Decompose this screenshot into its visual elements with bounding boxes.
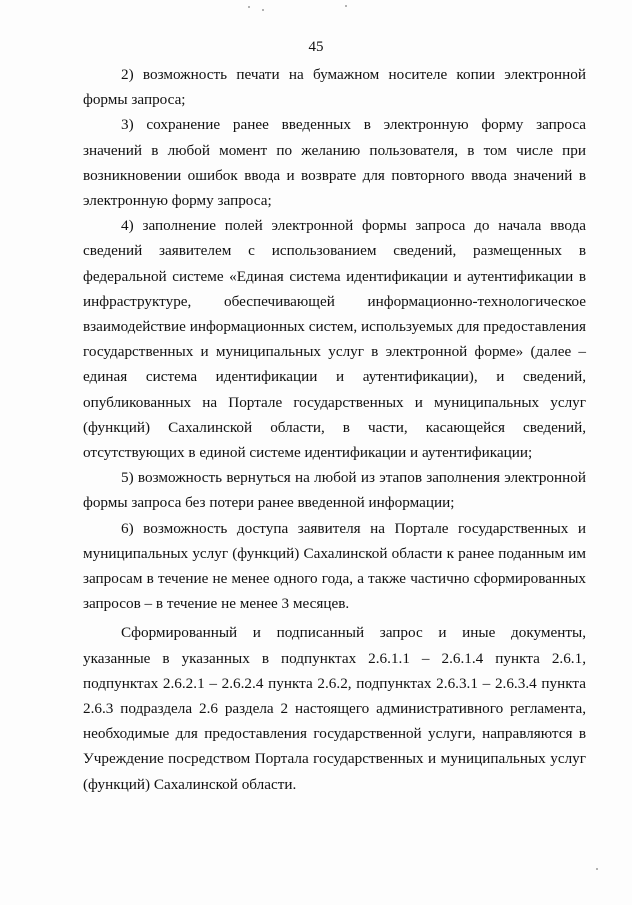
scan-speck [248,6,250,8]
paragraph-item-5: 5) возможность вернуться на любой из этапов заполнения электронной формы запроса без потери ранее введенной информации; [83,469,586,512]
paragraph-item-6: 6) возможность доступа заявителя на Портале государственных и муниципальных услуг (функций) Сахалинской области к ранее поданным им запросам в течение не менее одного года, а также частично сформированных запросов – в течение не менее 3 месяцев. [83,519,586,613]
paragraph-submission: Сформированный и подписанный запрос и иные документы, указанные в указанных в подпунктах 2.6.1.1 – 2.6.1.4 пункта 2.6.1, подпунктах 2.6.2.1 – 2.6.2.4 пункта 2.6.2, подпунктах 2.6.3.1 – 2.6.3.4 пункта 2.6.3 подраздела 2.6 раздела 2 настоящего административного регламента, необходимые для предоставления государственной услуги, направляются в Учреждение посредством Портала государственных и муниципальных услуг (функций) Сахалинской области. [83,624,586,793]
page-number: 45 [308,39,324,55]
scan-speck [345,5,347,7]
paragraph-item-2: 2) возможность печати на бумажном носителе копии электронной формы запроса; [83,66,586,109]
paragraph-item-3: 3) сохранение ранее введенных в электронную форму запроса значений в любой момент по желанию пользователя, в том числе при возникновении ошибок ввода и возврате для повторного ввода значений в электронную форму запроса; [83,116,586,210]
scan-speck [262,9,264,11]
paragraph-item-4: 4) заполнение полей электронной формы запроса до начала ввода сведений заявителем с использованием сведений, размещенных в федеральной системе «Единая система идентификации и аутентификации в инфраструктуре, обеспечивающей информационно-технологическое взаимодействие информационных систем, используемых для предоставления государственных и муниципальных услуг в электронной форме» (далее – единая система идентификации и аутентификации), и сведений, опубликованных на Портале государственных и муниципальных услуг (функций) Сахалинской области, в части, касающейся сведений, отсутствующих в единой системе идентификации и аутентификации; [83,217,586,462]
scan-speck [596,868,598,870]
document-body [83,62,586,797]
